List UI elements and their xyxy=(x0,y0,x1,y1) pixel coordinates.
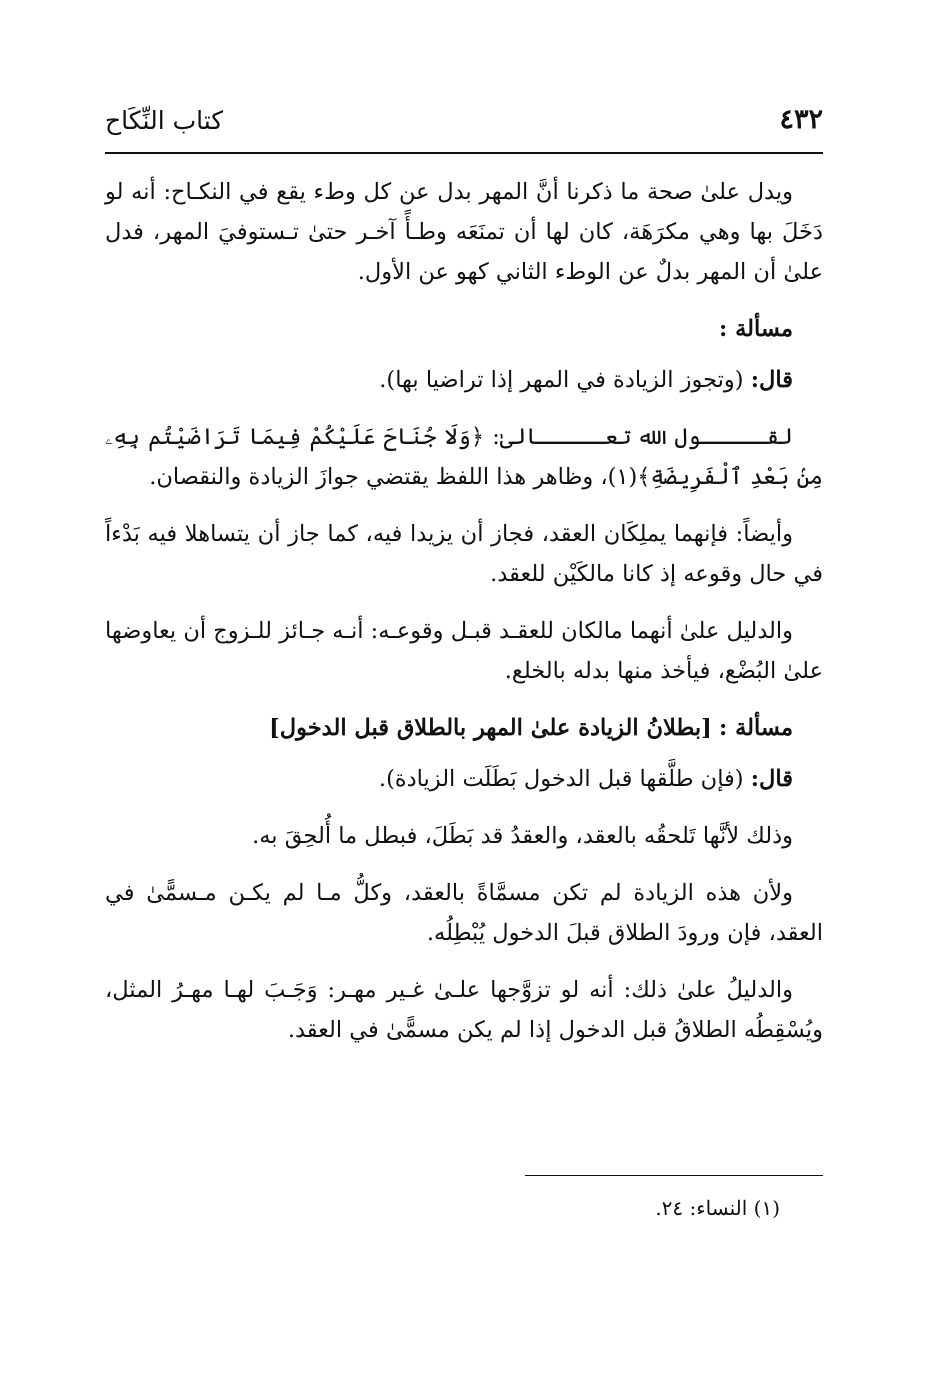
qala-label: قال: xyxy=(750,367,793,393)
section-heading xyxy=(105,708,793,748)
masala-title: [بطلانُ الزيادة علىٰ المهر بالطلاق قبل الدخول] xyxy=(269,715,712,741)
paragraph: ويدل علىٰ صحة ما ذكرنا أنَّ المهر بدل عن كل وطء يقع في النكـاح: أنه لو دَخَلَ بها وهي مكرَهَة، كان لها أن تمنَعَه وطـأً آخـر حتىٰ تـستوفيَ المهر، فدل علىٰ أن المهر بدلٌ عن الوطء الثاني كهو عن الأول. xyxy=(105,179,823,285)
paragraph: ولأن هذه الزيادة لم تكن مسمَّاةً بالعقد، وكلُّ مـا لم يكـن مـسمًّىٰ في العقد، فإن ورودَ الطلاق قبلَ الدخول يُبْطِلُه. xyxy=(105,880,823,946)
qala-label: قال: xyxy=(750,766,793,792)
page-header xyxy=(105,100,823,154)
section-heading xyxy=(105,309,793,349)
paragraph: لقـــــول الله تعـــــالىٰ: ﴿وَلَا جُنَاحَ عَلَيْكُمْ فِيمَا تَرَاضَيْتُم بِهِۦ مِنۢ بَعْدِ ٱلْفَرِيضَةِ﴾(١)، وظاهر هذا اللفظ يقتضي جوازَ الزيادة والنقصان. xyxy=(105,424,823,490)
paragraph: والدليل علىٰ أنهما مالكان للعقـد قبـل وقوعـه: أنـه جـائز للـزوج أن يعاوضها علىٰ البُضْع، فيأخذ منها بدله بالخلع. xyxy=(105,618,823,684)
footnote: (١) النساء: ٢٤. xyxy=(655,1196,780,1220)
paragraph: وأيضاً: فإنهما يملِكَان العقد، فجاز أن يزيدا فيه، كما جاز أن يتساهلا فيه بَدْءاً في حال وقوعه إذ كانا مالكَيْن للعقد. xyxy=(105,521,823,587)
paragraph: والدليلُ علىٰ ذلك: أنه لو تزوَّجها علـىٰ غـير مهـر: وَجَـبَ لهـا مهـرُ المثل، ويُسْقِطُه الطلاقُ قبل الدخول إذا لم يكن مسمًّىٰ في العقد. xyxy=(105,977,823,1043)
page-number: ٤٣٢ xyxy=(779,104,823,135)
masala-label: مسألة : xyxy=(718,715,793,741)
page-body xyxy=(105,172,823,1067)
masala-label: مسألة : xyxy=(718,316,793,342)
footnote-divider xyxy=(525,1175,823,1176)
paragraph: قال: (فإن طلَّقها قبل الدخول بَطَلَت الزيادة). xyxy=(378,766,793,792)
book-title: كتاب النِّكَاح xyxy=(105,106,224,135)
paragraph: قال: (وتجوز الزيادة في المهر إذا تراضيا بها). xyxy=(379,367,793,393)
paragraph: وذلك لأنَّها تَلحقُه بالعقد، والعقدُ قد بَطَلَ، فبطل ما أُلحِقَ به. xyxy=(252,823,793,849)
